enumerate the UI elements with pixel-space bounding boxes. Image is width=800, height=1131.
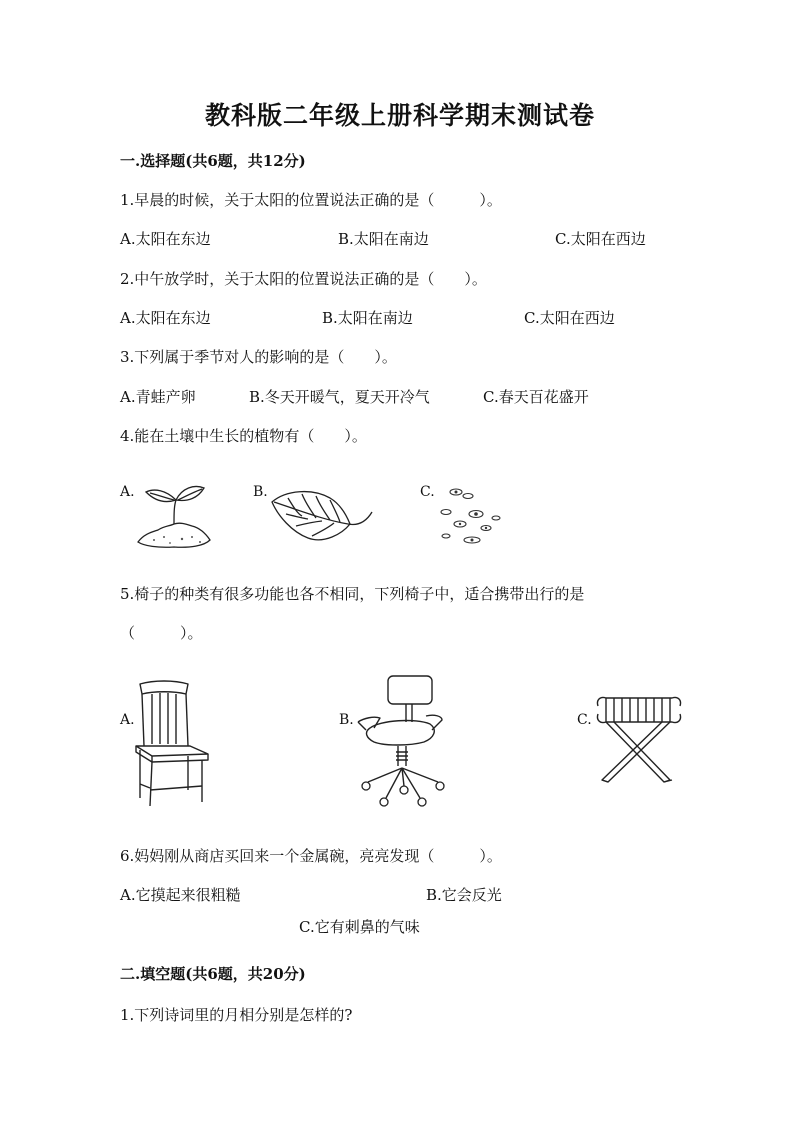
- option-b[interactable]: B.太阳在南边: [322, 309, 413, 327]
- question-stem: 4.能在土壤中生长的植物有（ ）。: [120, 427, 367, 445]
- option-c[interactable]: C.: [577, 712, 592, 728]
- option-c[interactable]: C.太阳在西边: [555, 230, 646, 248]
- question-stem: 1.早晨的时候，关于太阳的位置说法正确的是（ ）。: [120, 191, 502, 209]
- option-c[interactable]: C.春天百花盛开: [483, 388, 589, 406]
- section-heading: 一.选择题(共6题，共12分): [120, 152, 306, 170]
- question-stem: 1.下列诗词里的月相分别是怎样的?: [120, 1006, 353, 1024]
- option-b[interactable]: B.它会反光: [426, 886, 502, 904]
- option-a[interactable]: A.太阳在东边: [120, 309, 211, 327]
- question-stem: 3.下列属于季节对人的影响的是（ ）。: [120, 348, 397, 366]
- option-a[interactable]: A.: [120, 484, 135, 500]
- option-c[interactable]: C.它有刺鼻的气味: [299, 918, 420, 936]
- sprout-in-soil-image: [134, 482, 214, 550]
- option-c[interactable]: C.太阳在西边: [524, 309, 615, 327]
- leaf-image: [268, 486, 376, 548]
- question-stem: 6.妈妈刚从商店买回来一个金属碗，亮亮发现（ ）。: [120, 847, 502, 865]
- algae-in-water-image: [434, 484, 518, 548]
- option-b[interactable]: B.冬天开暖气，夏天开冷气: [249, 388, 430, 406]
- option-a[interactable]: A.: [120, 712, 135, 728]
- office-swivel-chair-image: [354, 674, 444, 808]
- option-a[interactable]: A.它摸起来很粗糙: [120, 886, 241, 904]
- option-b[interactable]: B.太阳在南边: [338, 230, 429, 248]
- option-a[interactable]: A.青蛙产卵: [120, 388, 196, 406]
- option-c[interactable]: C.: [420, 484, 435, 500]
- question-stem: 2.中午放学时，关于太阳的位置说法正确的是（ ）。: [120, 270, 487, 288]
- option-a[interactable]: A.太阳在东边: [120, 230, 211, 248]
- folding-stool-image: [592, 692, 684, 788]
- question-stem: 5.椅子的种类有很多功能也各不相同，下列椅子中，适合携带出行的是: [120, 585, 585, 603]
- question-stem-continued: （ ）。: [120, 624, 203, 642]
- section-heading: 二.填空题(共6题，共20分): [120, 965, 306, 983]
- page-title: 教科版二年级上册科学期末测试卷: [204, 101, 595, 130]
- option-b[interactable]: B.: [339, 712, 354, 728]
- option-b[interactable]: B.: [253, 484, 268, 500]
- wooden-chair-image: [130, 680, 212, 808]
